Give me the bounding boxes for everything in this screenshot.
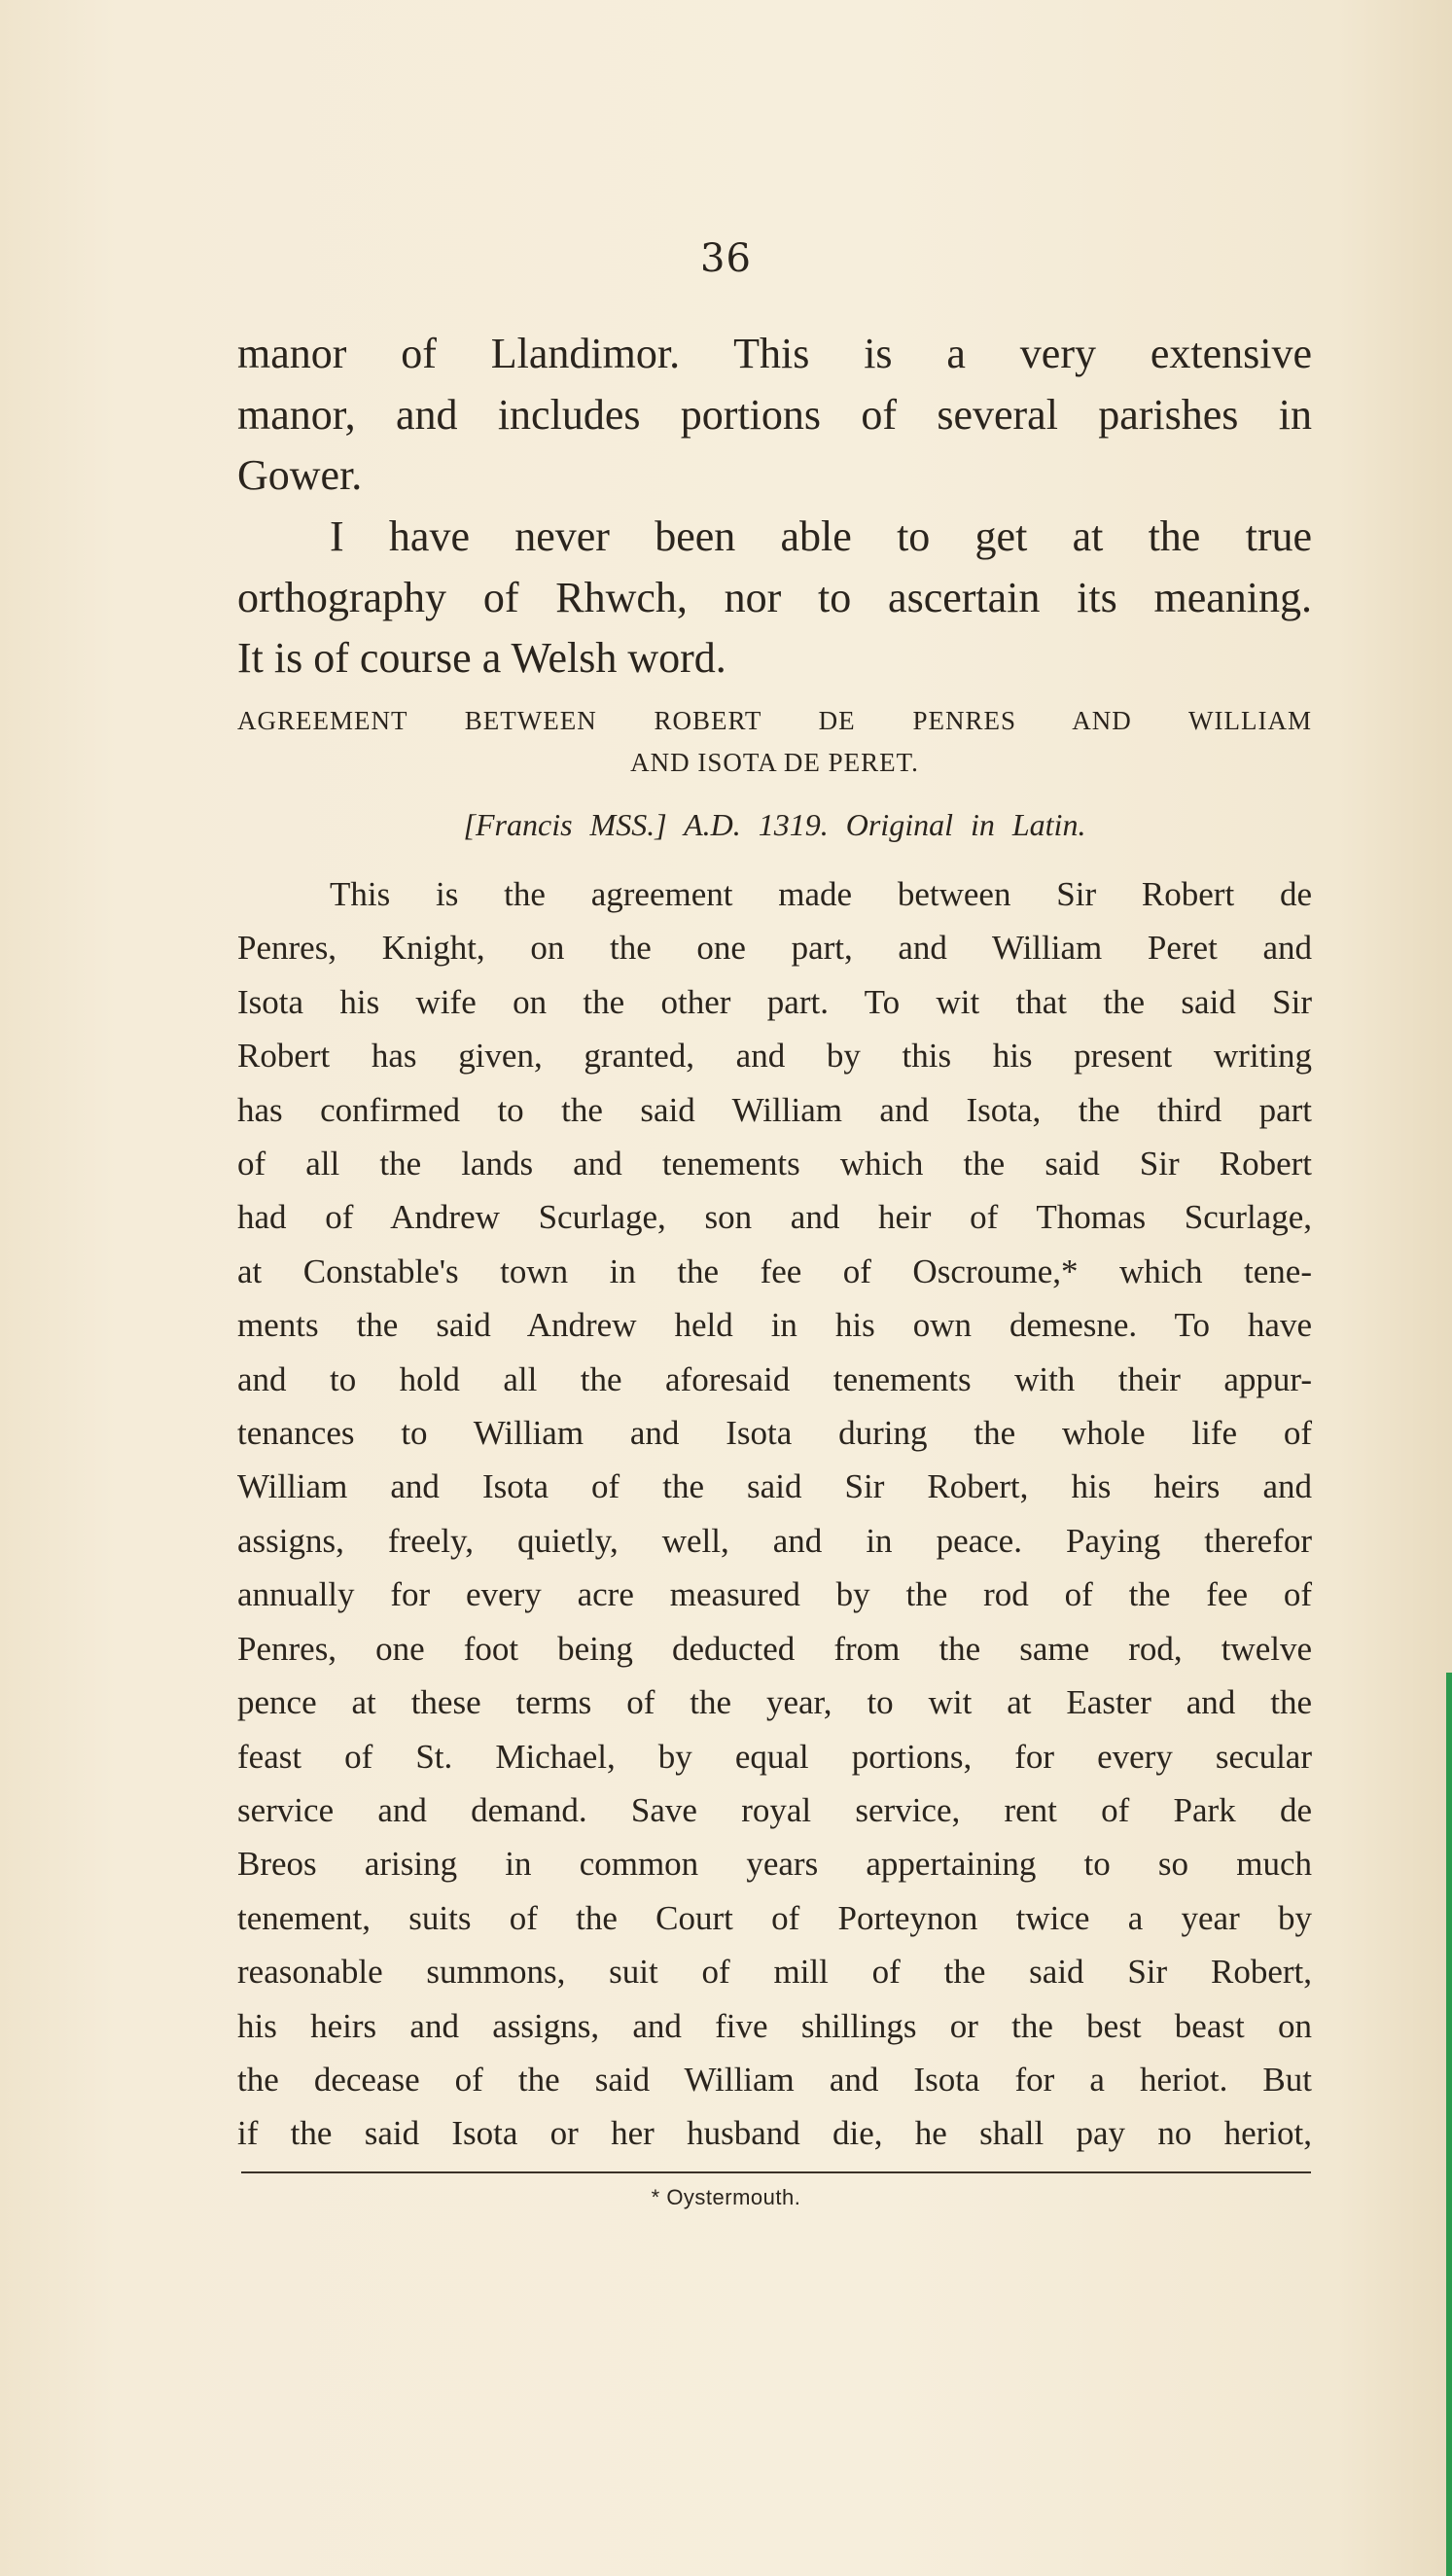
heading-line: AND ISOTA DE PERET. [630, 748, 919, 777]
text-line: has confirmed to the said William and Isota, the third part [237, 1090, 1312, 1129]
source-citation: [Francis MSS.] A.D. 1319. Original in Latin. [463, 807, 1086, 842]
text-line: It is of course a Welsh word. [237, 634, 726, 682]
text-line: pence at these terms of the year, to wit at Easter and the [237, 1683, 1312, 1722]
text-line: reasonable summons, suit of mill of the said Sir Robert, [237, 1953, 1312, 1992]
text-line: annually for every acre measured by the rod of the fee of [237, 1575, 1312, 1614]
continued-paragraph [237, 324, 1312, 507]
page-edge-marker [1446, 1673, 1452, 2576]
text-line: tenances to William and Isota during the whole life of [237, 1414, 1312, 1453]
text-line: at Constable's town in the fee of Oscroume,* which tene- [237, 1252, 1312, 1290]
text-line: Gower. [237, 451, 363, 499]
text-line: had of Andrew Scurlage, son and heir of Thomas Scurlage, [237, 1198, 1312, 1237]
text-line: of all the lands and tenements which the said Sir Robert [237, 1145, 1312, 1183]
text-line: service and demand. Save royal service, rent of Park de [237, 1790, 1312, 1829]
text-line: orthography of Rhwch, nor to ascertain its meaning. [237, 573, 1312, 621]
agreement-paragraph [237, 867, 1312, 2161]
text-line: feast of St. Michael, by equal portions, for every secular [237, 1737, 1312, 1776]
heading-line: AGREEMENT BETWEEN ROBERT DE PENRES AND WILLIAM [237, 706, 1312, 735]
text-line: Robert has given, granted, and by this his present writing [237, 1037, 1312, 1076]
text-line: his heirs and assigns, and five shillings or the best beast on [237, 2006, 1312, 2045]
text-line: if the said Isota or her husband die, he shall pay no heriot, [237, 2114, 1312, 2153]
text-line: tenement, suits of the Court of Porteynon twice a year by [237, 1898, 1312, 1937]
section-heading [237, 700, 1312, 784]
text-line: Isota his wife on the other part. To wit that the said Sir [237, 982, 1312, 1021]
page-number: 36 [700, 236, 752, 281]
text-line: ments the said Andrew held in his own demesne. To have [237, 1306, 1312, 1345]
text-line: assigns, freely, quietly, well, and in peace. Paying therefor [237, 1521, 1312, 1560]
text-line: manor of Llandimor. This is a very extensive [237, 330, 1312, 377]
text-line: William and Isota of the said Sir Robert, his heirs and [237, 1467, 1312, 1506]
text-line: This is the agreement made between Sir Robert de [330, 875, 1312, 913]
footnote: * Oystermouth. [651, 2185, 801, 2209]
text-line: the decease of the said William and Isota for a heriot. But [237, 2060, 1312, 2099]
text-line: Penres, Knight, on the one part, and William Peret and [237, 929, 1312, 968]
text-line: I have never been able to get at the true [330, 512, 1312, 560]
text-line: Penres, one foot being deducted from the same rod, twelve [237, 1629, 1312, 1668]
text-line: Breos arising in common years appertaining to so much [237, 1845, 1312, 1884]
text-line: manor, and includes portions of several parishes in [237, 390, 1312, 439]
rhwch-paragraph [237, 507, 1312, 689]
footnote-rule [241, 2171, 1311, 2173]
text-line: and to hold all the aforesaid tenements with their appur- [237, 1359, 1312, 1398]
